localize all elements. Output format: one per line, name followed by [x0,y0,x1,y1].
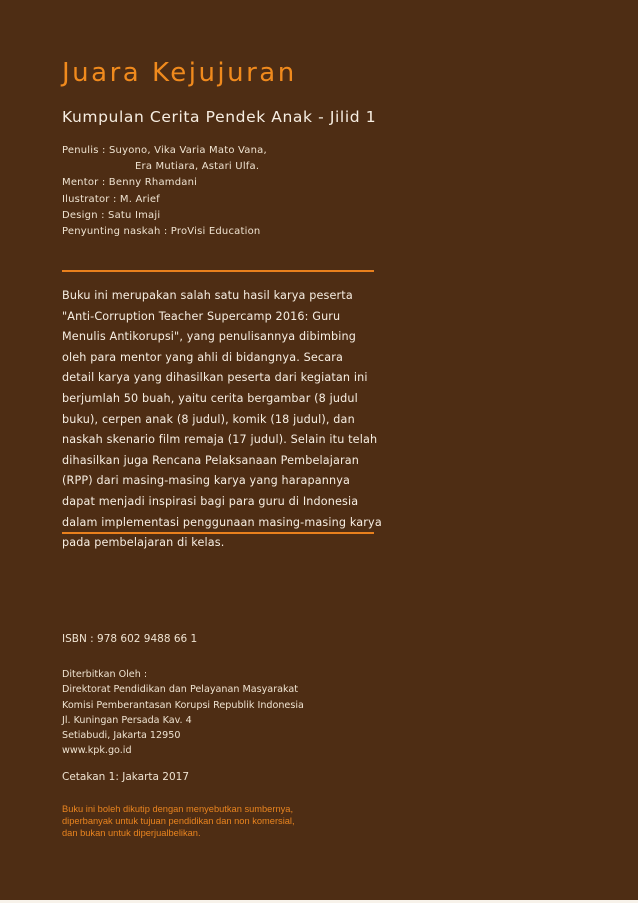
notice-line: diperbanyak untuk tujuan pendidikan dan non komersial, [62,816,295,826]
credit-writers: Penulis : Suyono, Vika Varia Mato Vana, [62,145,267,156]
publisher-heading: Diterbitkan Oleh : [62,669,148,680]
credits-block [62,143,267,240]
description-line: "Anti-Corruption Teacher Supercamp 2016: Guru [62,309,341,323]
credit-editor: Penyunting naskah : ProVisi Education [62,226,261,238]
description-line: buku), cerpen anak (8 judul), komik (18 judul), dan [62,412,355,426]
credit-writers-continued: Era Mutiara, Astari Ulfa. [135,161,260,173]
publisher-line: Direktorat Pendidikan dan Pelayanan Masyarakat [62,684,299,696]
publisher-block [62,667,304,759]
notice-line: dan bukan untuk diperjualbelikan. [62,828,201,838]
description-line: (RPP) dari masing-masing karya yang harapannya [62,474,351,488]
edition-info: Cetakan 1: Jakarta 2017 [62,771,190,783]
publisher-city: Setiabudi, Jakarta 12950 [62,730,181,742]
book-subtitle: Kumpulan Cerita Pendek Anak - Jilid 1 [62,108,377,126]
publisher-line: Komisi Pemberantasan Korupsi Republik Indonesia [62,699,304,711]
description-line: oleh para mentor yang ahli di bidangnya. Secara [62,350,343,364]
divider-top [62,270,374,272]
description-line: dihasilkan juga Rencana Pelaksanaan Pembelajaran [62,453,360,467]
publisher-address: Jl. Kuningan Persada Kav. 4 [62,714,192,726]
description-line: Buku ini merupakan salah satu hasil karya peserta [62,289,353,302]
description-line: dapat menjadi inspirasi bagi para guru di Indonesia [62,494,359,508]
description-line: dalam implementasi penggunaan masing-masing karya [62,515,382,529]
description-line: Menulis Antikorupsi", yang penulisannya dibimbing [62,330,357,344]
credit-design: Design : Satu Imaji [62,209,161,221]
book-title: Juara Kejujuran [62,58,297,88]
credit-illustrator: Ilustrator : M. Arief [62,193,160,205]
credit-mentor: Mentor : Benny Rhamdani [62,177,198,189]
book-description [62,286,380,554]
description-line: naskah skenario film remaja (17 judul). Selain itu telah [62,433,378,447]
description-line: detail karya yang dihasilkan peserta dari kegiatan ini [62,371,368,385]
description-line: berjumlah 50 buah, yaitu cerita bergambar (8 judul [62,391,358,405]
description-line: pada pembelajaran di kelas. [62,536,225,550]
divider-bottom [62,532,374,534]
isbn: ISBN : 978 602 9488 66 1 [62,633,198,645]
notice-line: Buku ini boleh dikutip dengan menyebutkan sumbernya, [62,804,294,814]
publisher-website: www.kpk.go.id [62,745,132,757]
copyright-notice [62,803,342,839]
